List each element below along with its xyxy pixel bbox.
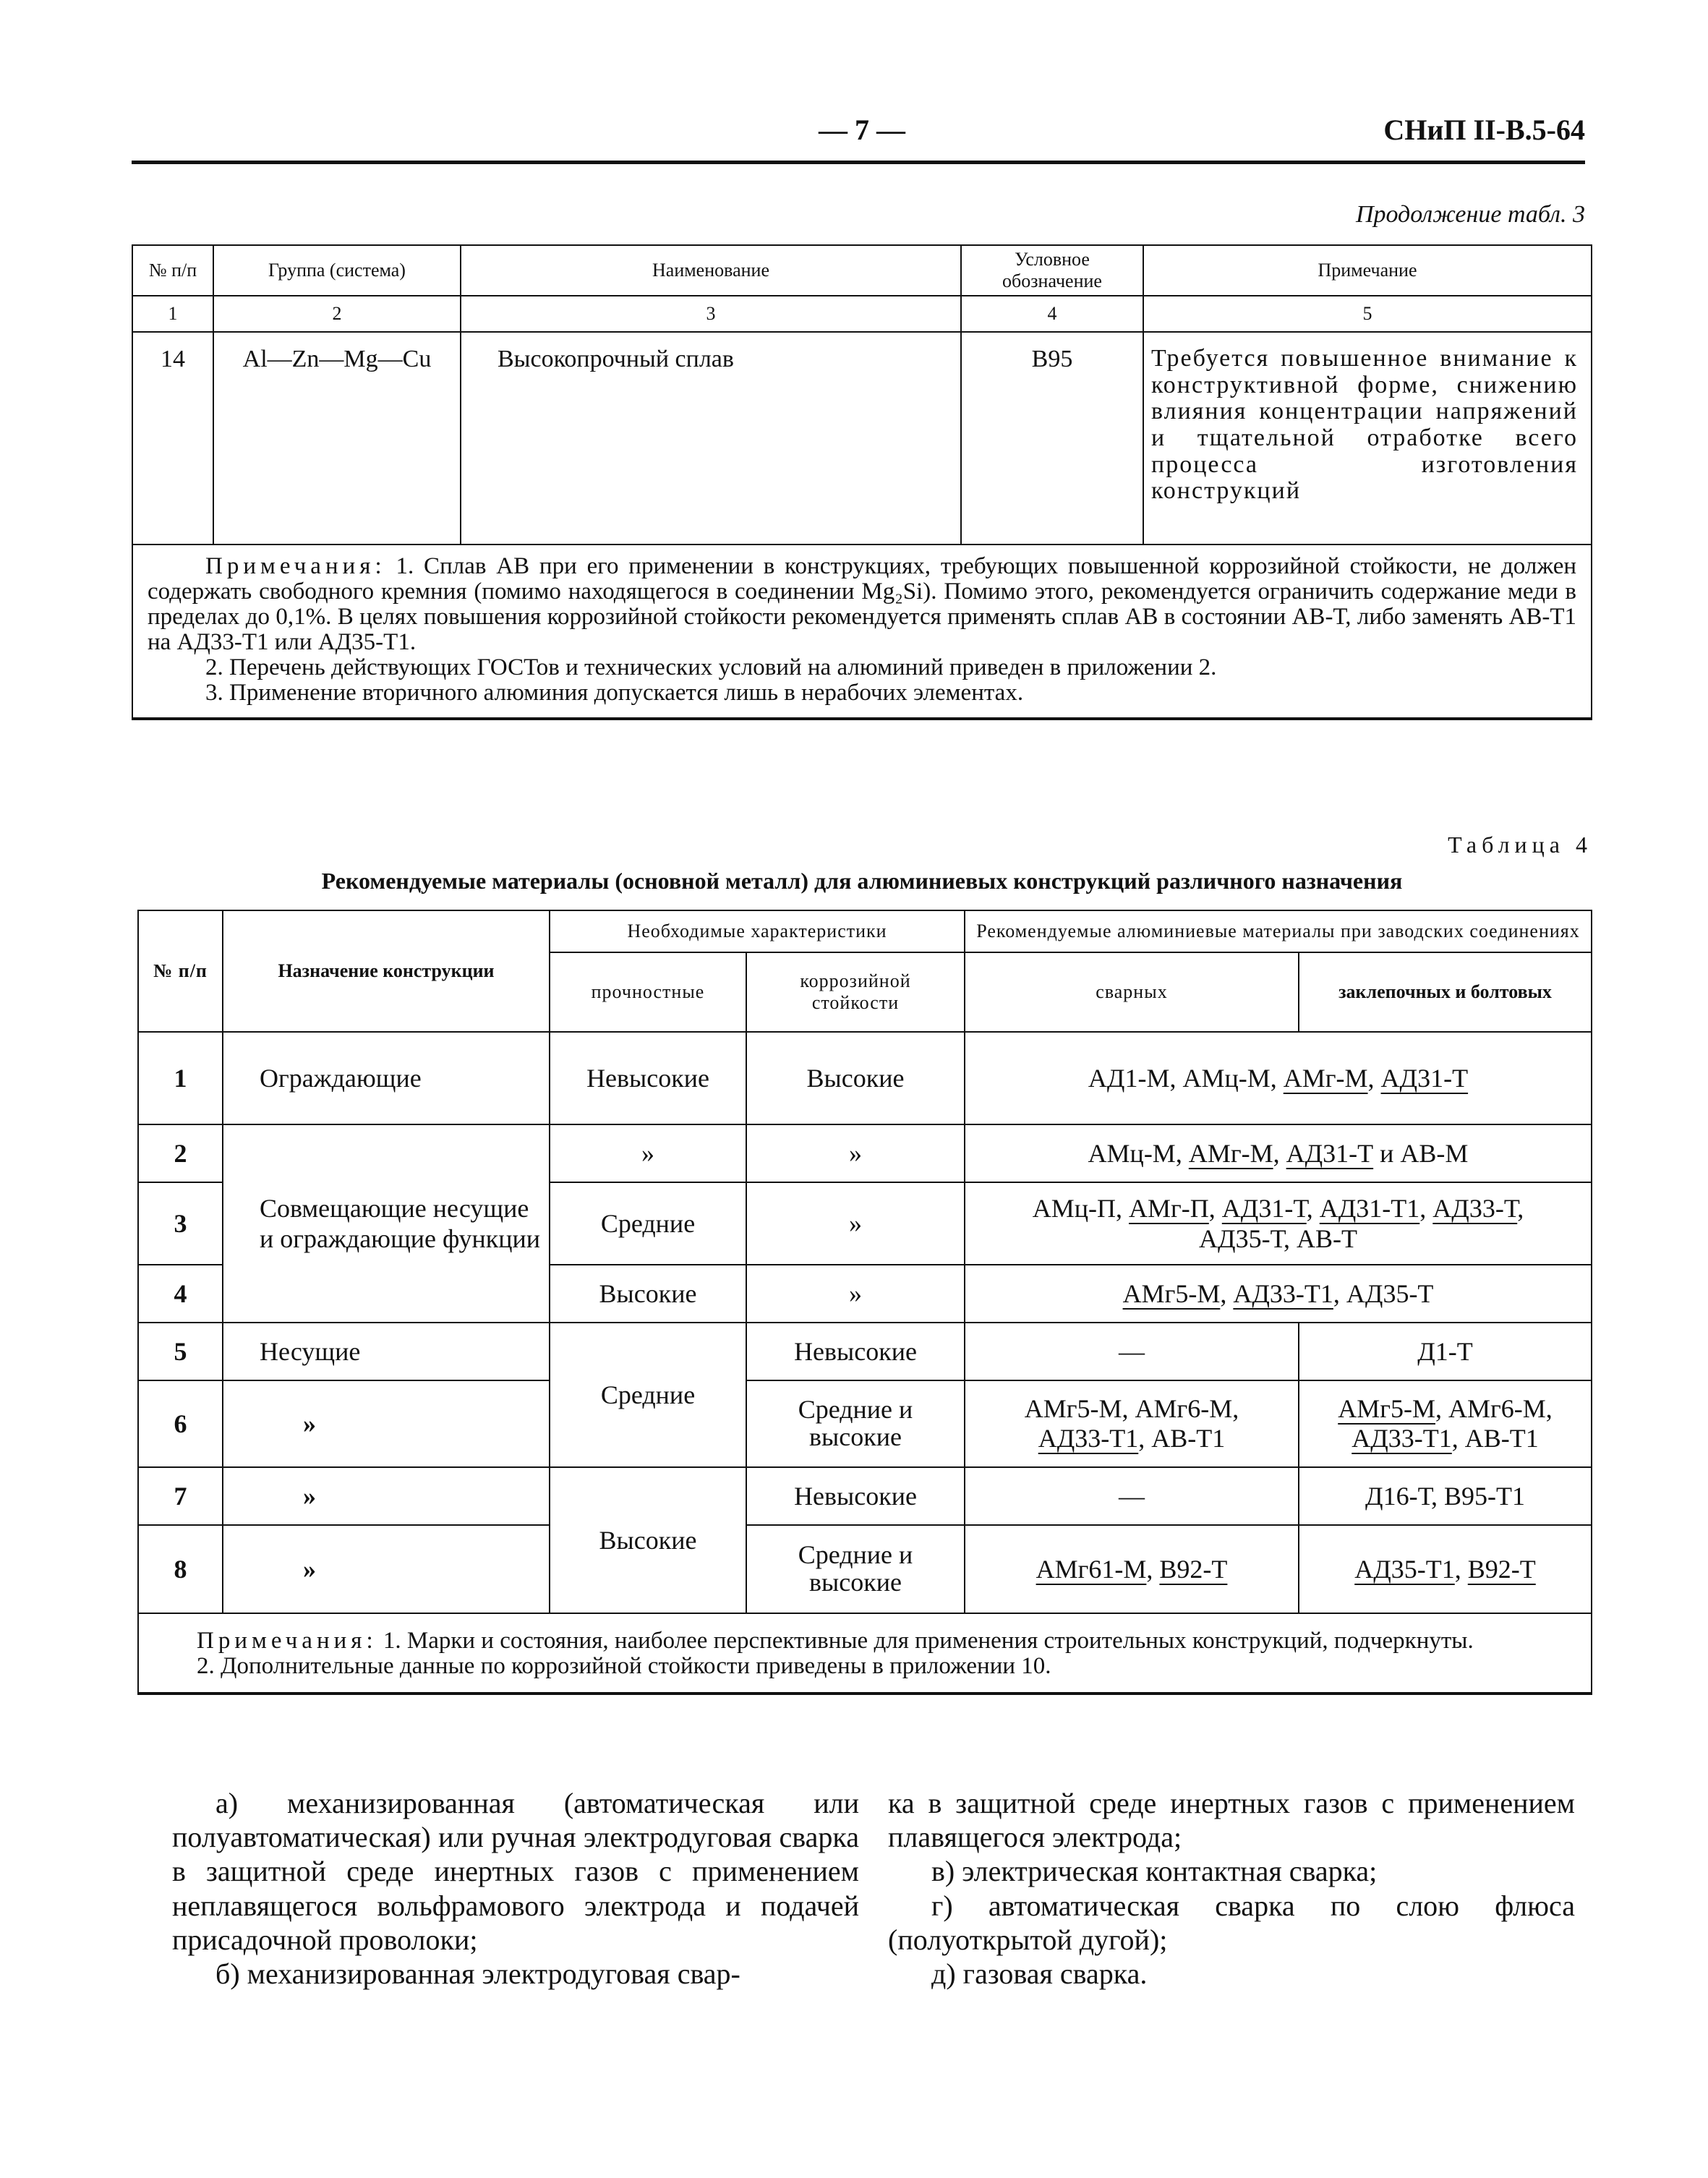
col-header-recommended: Рекомендуемые алюминиевые материалы при заводских соединениях <box>965 910 1592 952</box>
alloy-note: Требуется повышенное внимание к конструктивной форме, снижению влияния концентрации напряжений и тщательной отработке всего процесса изготовления конструкций <box>1143 332 1592 544</box>
purpose-group: Совмещающие несущие и ограждающие функции <box>223 1124 550 1323</box>
material: АД35-Т <box>1346 1279 1434 1308</box>
riveted-materials <box>1299 1380 1592 1467</box>
separator: , <box>1419 1194 1433 1223</box>
page-header <box>132 113 1585 156</box>
separator: , <box>1146 1555 1160 1584</box>
material: АВ-М <box>1400 1139 1469 1168</box>
corrosion: » <box>746 1124 965 1182</box>
notes-title: Примечания: <box>205 552 386 579</box>
table-row <box>138 1525 1592 1613</box>
document-code: СНиП II-В.5-64 <box>1383 114 1585 146</box>
material: АД1-М <box>1088 1064 1170 1093</box>
purpose: Несущие <box>223 1323 550 1380</box>
col-number: 2 <box>213 296 461 332</box>
col-header-num: № п/п <box>138 910 223 1032</box>
materials <box>965 1032 1592 1124</box>
corrosion: » <box>746 1182 965 1265</box>
table-4 <box>137 910 1592 1695</box>
separator: , <box>1273 1139 1286 1168</box>
notes-title: Примечания: <box>197 1628 377 1654</box>
material-recommended: АМг-М <box>1283 1064 1368 1093</box>
material-recommended: АМг61-М <box>1036 1555 1147 1584</box>
table-4-title: Рекомендуемые материалы (основной металл) для алюминиевых конструкций различного назначения <box>321 868 1403 894</box>
header-rule <box>132 161 1585 164</box>
material-line: АМг5-М, АМг6-М, <box>1024 1393 1239 1423</box>
material: АМг6-М <box>1448 1393 1546 1423</box>
separator: , <box>1270 1064 1284 1093</box>
page-number: — 7 — <box>819 114 905 146</box>
materials <box>965 1182 1592 1265</box>
separator: , <box>1333 1279 1346 1308</box>
body-column-right <box>888 1786 1575 1991</box>
col-header-note: Примечание <box>1143 245 1592 296</box>
material-recommended: АД33-Т1 <box>1352 1424 1452 1453</box>
welded-materials <box>965 1525 1299 1613</box>
note-item: 1. Марки и состояния, наиболее перспективные для применения строительных конструкций, подчеркнуты. <box>383 1628 1474 1654</box>
separator: и <box>1373 1139 1401 1168</box>
corrosion: Средние и высокие <box>746 1525 965 1613</box>
material-recommended: АД35-Т1 <box>1354 1555 1455 1584</box>
col-header-strength: прочностные <box>550 952 746 1032</box>
table-row <box>132 332 1592 544</box>
row-number: 6 <box>138 1380 223 1467</box>
table-row <box>138 1467 1592 1525</box>
col-header-purpose: Назначение конструкции <box>223 910 550 1032</box>
material: АМц-П <box>1032 1194 1116 1223</box>
purpose: Ограждающие <box>223 1032 550 1124</box>
separator: , <box>1454 1555 1468 1584</box>
col-header-designation: Условное обозначение <box>961 245 1143 296</box>
alloy-name: Высокопрочный сплав <box>461 332 961 544</box>
note-item: 3. Применение вторичного алюминия допускается лишь в нерабочих элементах. <box>205 679 1024 706</box>
col-header-welded: сварных <box>965 952 1299 1032</box>
strength: Высокие <box>550 1265 746 1323</box>
paragraph: а) механизированная (автоматическая или полуавтоматическая) или ручная электродуговая сварка в защитной среде инертных газов с применением неплавящегося вольфрамового электрода и подачей присадочной проволоки; <box>172 1787 859 1956</box>
material: АВ-Т1 <box>1151 1424 1226 1453</box>
separator: , <box>1138 1424 1152 1453</box>
table-continuation-label: Продолжение табл. 3 <box>1355 201 1585 228</box>
col-header-riveted: заклепочных и болтовых <box>1299 952 1592 1032</box>
table-row <box>138 1124 1592 1182</box>
paragraph: в) электрическая контактная сварка; <box>931 1855 1378 1888</box>
paragraph: г) автоматическая сварка по слою флюса (полуоткрытой дугой); <box>888 1889 1575 1956</box>
row-number: 7 <box>138 1467 223 1525</box>
table-3-notes <box>132 544 1592 719</box>
material: АМц-М <box>1182 1064 1271 1093</box>
welded-materials: — <box>965 1467 1299 1525</box>
alloy-group: Al—Zn—Mg—Cu <box>213 332 461 544</box>
col-header-num: № п/п <box>132 245 213 296</box>
strength: Высокие <box>550 1467 746 1613</box>
separator: , <box>1451 1424 1465 1453</box>
col-number: 3 <box>461 296 961 332</box>
paragraph: б) механизированная электродуговая свар- <box>215 1957 740 1990</box>
corrosion: Невысокие <box>746 1467 965 1525</box>
material-recommended: В92-Т <box>1159 1555 1228 1584</box>
material-recommended: АД31-Т <box>1380 1064 1469 1093</box>
material: АД35-Т <box>1199 1224 1284 1253</box>
separator: , <box>1208 1194 1222 1223</box>
material-recommended: АД33-Т1 <box>1038 1424 1139 1453</box>
table-row <box>138 1032 1592 1124</box>
note-item: 1. Сплав АВ при его применении в конструкциях, требующих повышенной коррозийной стойкости, не должен содержать свободного кремния (помимо находящегося в соединении Mg₂Si). Помимо этого, рекомендуется ограничить содержание меди в пределах до 0,1%. В целях повышения коррозийной стойкости рекомендуется применять сплав АВ в состоянии АВ-Т, либо заменять АВ-Т1 на АД33-Т1 или АД35-Т1. <box>148 552 1576 655</box>
purpose: » <box>223 1467 550 1525</box>
col-header-group: Группа (система) <box>213 245 461 296</box>
material-recommended: АД31-Т <box>1221 1194 1307 1223</box>
paragraph: ка в защитной среде инертных газов с применением плавящегося электрода; <box>888 1787 1575 1854</box>
table-4-label: Таблица 4 <box>1448 832 1592 858</box>
material-recommended: АД33-Т <box>1432 1194 1518 1223</box>
material-recommended: АД31-Т1 <box>1319 1194 1420 1223</box>
table-row <box>138 1380 1592 1467</box>
material-recommended: АД31-Т <box>1286 1139 1374 1168</box>
col-header-corrosion: коррозийной стойкости <box>746 952 965 1032</box>
separator: , <box>1169 1064 1183 1093</box>
row-number: 1 <box>138 1032 223 1124</box>
separator: , <box>1306 1194 1320 1223</box>
material: АВ-Т <box>1296 1224 1357 1253</box>
purpose: » <box>223 1525 550 1613</box>
separator: , <box>1367 1064 1381 1093</box>
materials <box>965 1265 1592 1323</box>
strength: Средние <box>550 1323 746 1467</box>
corrosion: Невысокие <box>746 1323 965 1380</box>
separator: , <box>1283 1224 1297 1253</box>
col-header-name: Наименование <box>461 245 961 296</box>
purpose: » <box>223 1380 550 1467</box>
row-number: 4 <box>138 1265 223 1323</box>
separator: , <box>1435 1393 1448 1423</box>
table-row <box>138 1323 1592 1380</box>
separator: , <box>1175 1139 1189 1168</box>
paragraph: д) газовая сварка. <box>931 1957 1148 1990</box>
col-number: 1 <box>132 296 213 332</box>
note-item: 2. Дополнительные данные по коррозийной стойкости приведены в приложении 10. <box>197 1652 1051 1679</box>
material-recommended: АД33-Т1 <box>1233 1279 1333 1308</box>
riveted-materials: Д16-Т, В95-Т1 <box>1299 1467 1592 1525</box>
separator: , <box>1545 1393 1553 1423</box>
corrosion: Высокие <box>746 1032 965 1124</box>
material: АМц-М <box>1088 1139 1176 1168</box>
welded-materials: — <box>965 1323 1299 1380</box>
material-recommended: АМг5-М <box>1338 1393 1435 1423</box>
note-item: 2. Перечень действующих ГОСТов и технических условий на алюминий приведен в приложении 2. <box>205 654 1217 680</box>
col-header-required: Необходимые характеристики <box>550 910 965 952</box>
materials <box>965 1124 1592 1182</box>
row-number: 3 <box>138 1182 223 1265</box>
separator: , <box>1116 1194 1130 1223</box>
corrosion: Средние и высокие <box>746 1380 965 1467</box>
body-column-left <box>172 1786 859 1991</box>
riveted-materials <box>1299 1525 1592 1613</box>
strength: » <box>550 1124 746 1182</box>
table-3-continuation <box>132 244 1592 720</box>
separator: , <box>1517 1194 1524 1223</box>
material-recommended: АМг-П <box>1129 1194 1209 1223</box>
col-number: 4 <box>961 296 1143 332</box>
strength: Невысокие <box>550 1032 746 1124</box>
corrosion: » <box>746 1265 965 1323</box>
row-number: 5 <box>138 1323 223 1380</box>
material-recommended: АМг-М <box>1188 1139 1273 1168</box>
strength: Средние <box>550 1182 746 1265</box>
riveted-materials: Д1-Т <box>1299 1323 1592 1380</box>
row-number: 8 <box>138 1525 223 1613</box>
table-4-notes <box>138 1613 1592 1694</box>
material-recommended: АМг5-М <box>1122 1279 1221 1308</box>
row-number: 14 <box>132 332 213 544</box>
separator: , <box>1220 1279 1234 1308</box>
welded-materials <box>965 1380 1299 1467</box>
alloy-designation: В95 <box>961 332 1143 544</box>
col-number: 5 <box>1143 296 1592 332</box>
material-recommended: В92-Т <box>1467 1555 1536 1584</box>
material: АВ-Т1 <box>1464 1424 1539 1453</box>
row-number: 2 <box>138 1124 223 1182</box>
